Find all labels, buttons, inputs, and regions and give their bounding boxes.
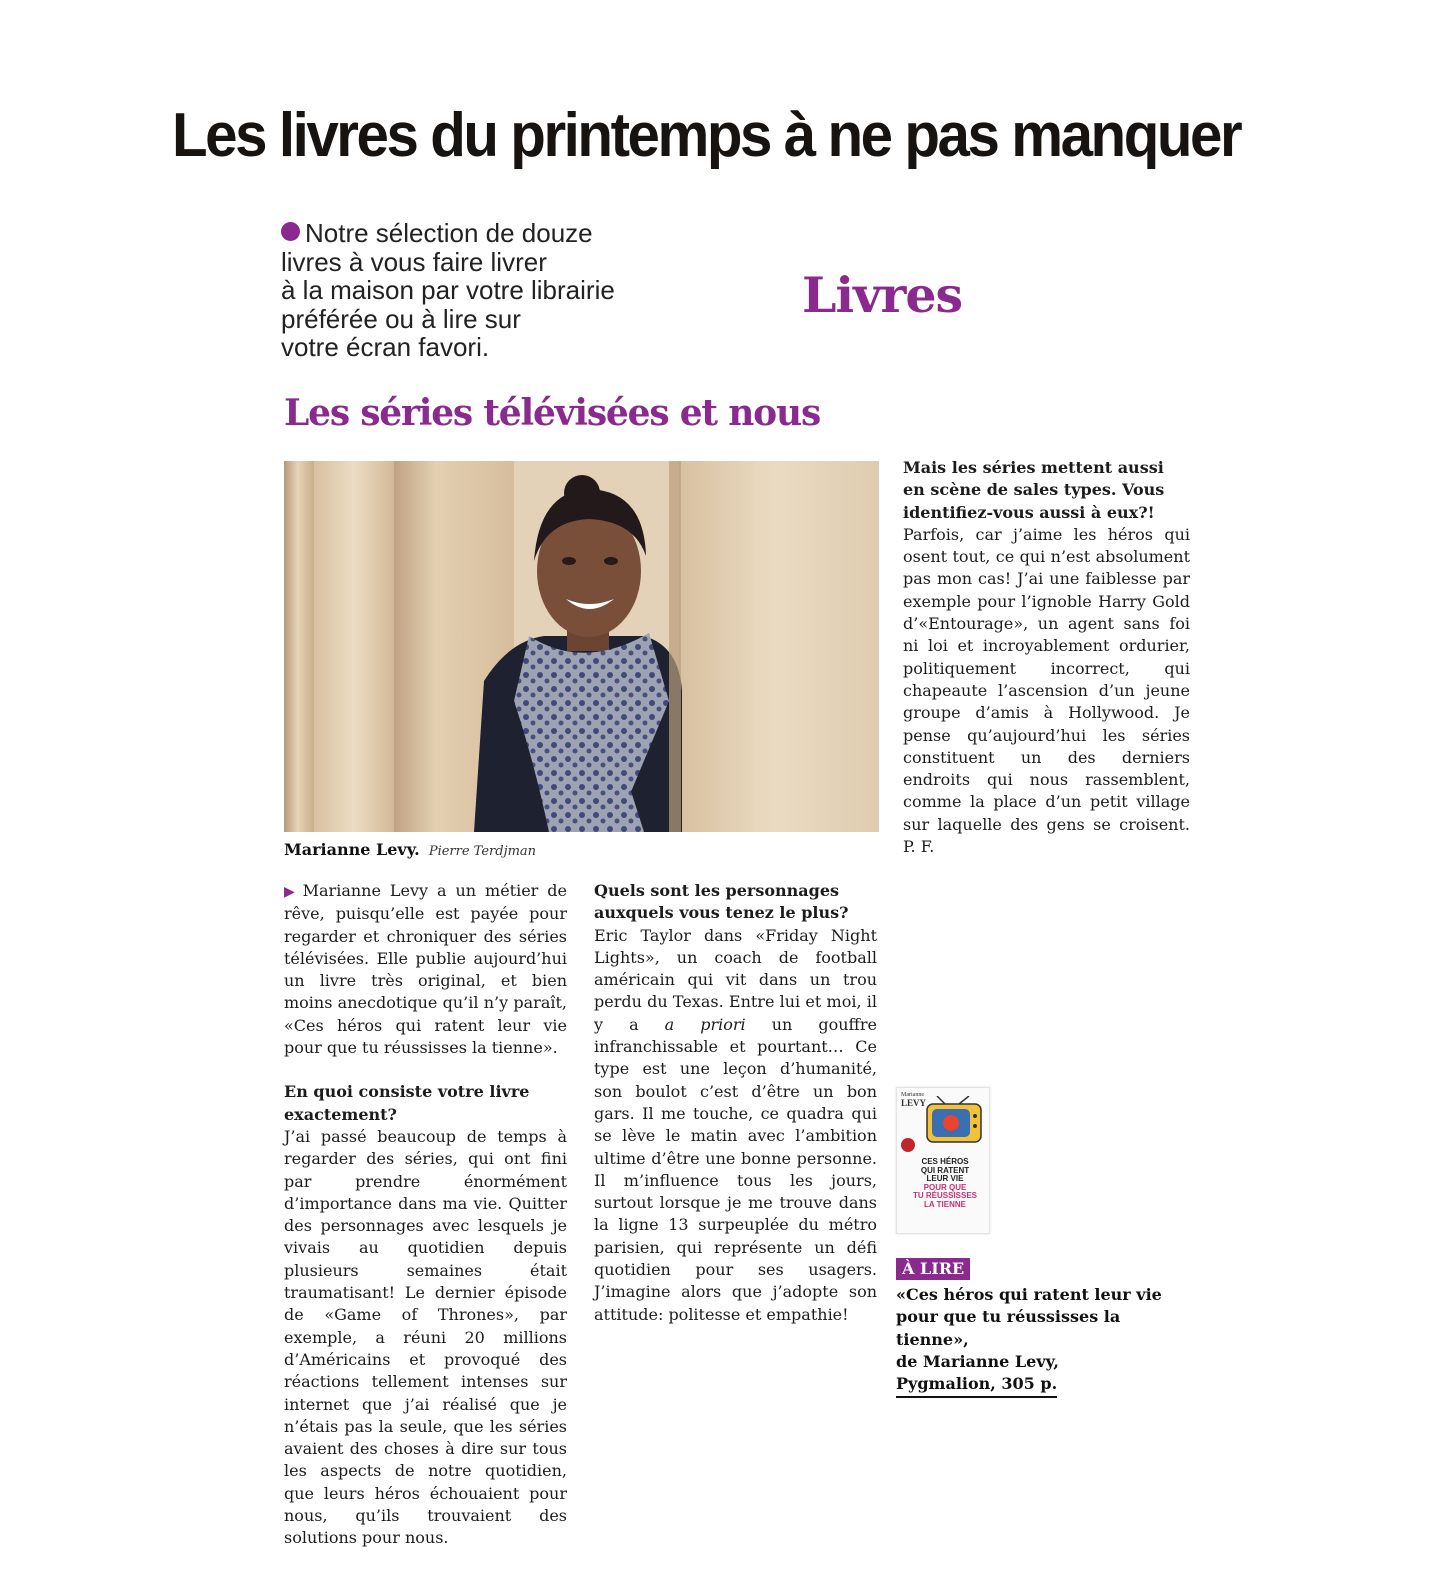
intro-line: à la maison par votre librairie <box>281 275 615 306</box>
answer-2-italic: a priori <box>664 1014 746 1034</box>
article-title: Les séries télévisées et nous <box>284 392 821 434</box>
portrait-illustration <box>284 461 879 832</box>
answer-2-part-2: un gouffre infranchissable et pourtant… Ce type est une leçon d’humanité, son boulot c’est d’être un bon gars. Il me touche, ce quadra qui se lève le matin avec l’ambition ultime d’être une bonne personne. Il m’influence tous les jours, surtout lorsque je me trouve dans la ligne 13 surpeuplée du métro parisien, qui représente un défi quotidien pour ses usagers. J’imagine alors que j’adopte son attitude: politesse et empathie! <box>594 1014 878 1324</box>
intro-line: livres à vous faire livrer <box>281 246 547 277</box>
triangle-arrow-icon: ▶ <box>284 884 299 900</box>
cover-title-line: CES HÉROS <box>921 1157 969 1166</box>
question-1: En quoi consiste votre livre exactement? <box>284 1082 530 1124</box>
cover-title <box>905 1158 985 1209</box>
intro-line: votre écran favori. <box>281 332 490 363</box>
answer-3: Parfois, car j’aime les héros qui osent tout, ce qui n’est absolument pas mon cas! J’ai une faiblesse par exemple pour l’ignoble Harry Gold d’«Entourage», un agent sans foi ni loi et incroyablement ordurier, politiquement incorrect, qui chapeaute l’ascension d’un jeune groupe d’amis à Hollywood. Je pense qu’aujourd’hui les séries constituent un des derniers endroits qui nous rassemblent, comme la place d’un petit village sur laquelle des gens se croisent. P. F. <box>903 524 1190 857</box>
cover-subtitle-line: TU RÉUSSISSES <box>912 1191 977 1200</box>
book-publisher: Pygmalion, 305 p. <box>896 1373 1057 1398</box>
lead-paragraph <box>284 880 567 1059</box>
intro-text <box>281 219 661 362</box>
cover-title-line: QUI RATENT <box>920 1165 970 1175</box>
question-answer-3 <box>903 457 1190 858</box>
question-answer-1 <box>284 1081 567 1549</box>
bullet-dot-icon <box>281 222 300 241</box>
cover-author: LEVY <box>901 1098 927 1108</box>
intro-line: préférée ou à lire sur <box>281 303 521 334</box>
tv-icon <box>923 1096 985 1146</box>
article-column-3 <box>903 457 1190 880</box>
lead-text: Marianne Levy a un métier de rêve, puisqu’elle est payée pour regarder et chroniquer des séries télévisées. Elle publie aujourd’hui un livre très original, et bien moins anecdotique qu’il n’y paraît, «Ces héros qui ratent leur vie pour que tu réussisses la tienne». <box>284 881 567 1058</box>
article-column-2 <box>594 880 877 1348</box>
cover-badge <box>901 1138 915 1152</box>
caption-credit: Pierre Terdjman <box>428 844 537 859</box>
answer-1: J’ai passé beaucoup de temps à regarder des séries, qui ont fini par prendre énormément d’importance dans ma vie. Quitter des personnages avec lesquels je vivais au quotidien depuis plusieurs semaines était traumatisant! Le dernier épisode de «Game of Thrones», par exemple, a réuni 20 millions d’Américains et provoqué des réactions tellement intenses sur internet que j’ai réalisé que je n’étais pas la seule, que les séries avaient des choses à dire sur tous les aspects de notre quotidien, que leurs héros échouaient pour nous, qu’ils trouvaient des solutions pour nous. <box>284 1126 567 1548</box>
book-info <box>896 1284 1196 1398</box>
book-cover <box>896 1087 990 1234</box>
cover-author-first: Marianne <box>901 1092 924 1098</box>
article-column-1 <box>284 880 567 1572</box>
question-answer-2 <box>594 880 877 1326</box>
section-label: Livres <box>802 266 963 324</box>
caption-name: Marianne Levy. <box>284 840 420 859</box>
question-2: Quels sont les personnages auxquels vous tenez le plus? <box>594 881 849 923</box>
book-title: «Ces héros qui ratent leur vie pour que tu réussisses la tienne», <box>896 1285 1162 1349</box>
cover-title-line: LEUR VIE <box>926 1174 964 1183</box>
book-author: de Marianne Levy, <box>896 1351 1059 1371</box>
portrait-photo <box>284 461 879 832</box>
intro-line: Notre sélection de douze <box>305 218 593 248</box>
a-lire-tag: À LIRE <box>896 1258 970 1280</box>
cover-subtitle-line: LA TIENNE <box>924 1199 966 1209</box>
answer-2-part-1: Eric Taylor dans «Friday Night Lights», un coach de football américain qui vit dans un trou perdu du Texas. Entre lui et moi, il y a <box>594 925 877 1034</box>
page-title: Les livres du printemps à ne pas manquer <box>172 101 1241 170</box>
photo-caption <box>284 838 536 864</box>
question-3: Mais les séries mettent aussi en scène de sales types. Vous identifiez-vous aussi à eux?! <box>903 458 1165 522</box>
cover-subtitle-line: POUR QUE <box>923 1182 967 1192</box>
